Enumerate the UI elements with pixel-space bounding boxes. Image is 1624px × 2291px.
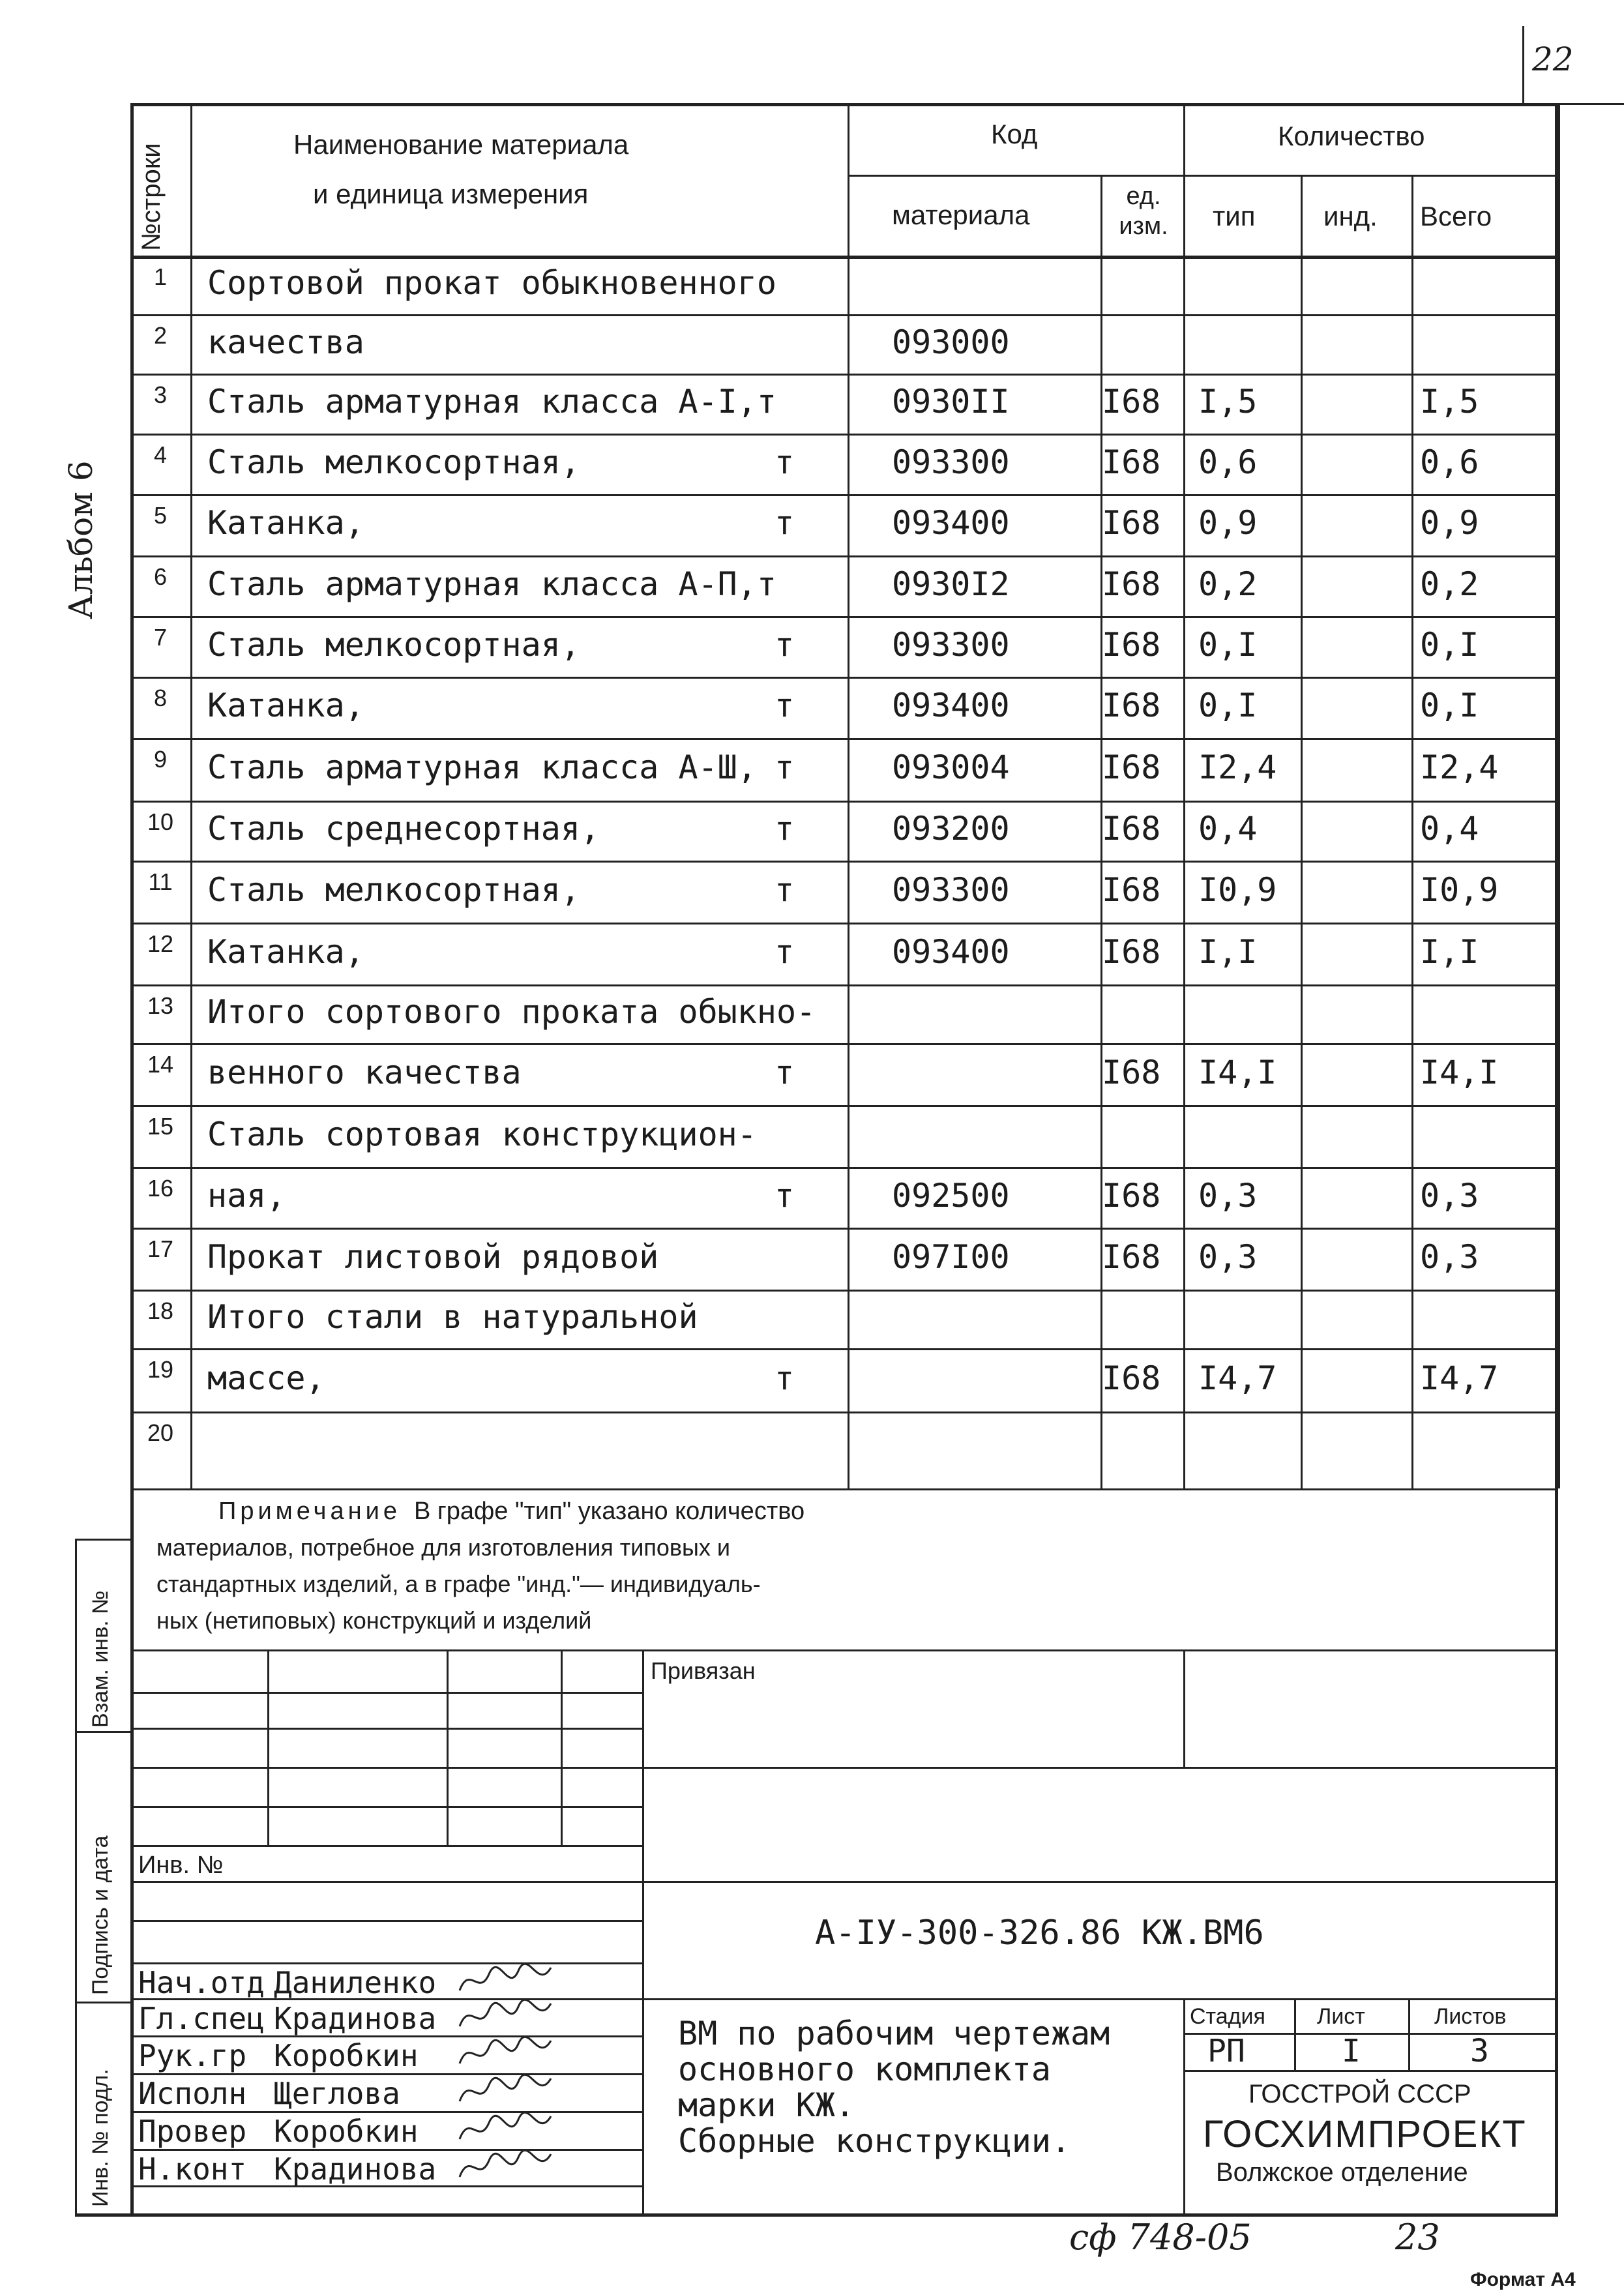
row-code: 092500 xyxy=(892,1176,1010,1215)
row-ed: I68 xyxy=(1102,1359,1161,1397)
frame-left xyxy=(130,103,134,2215)
footer-format: Формат А4 xyxy=(1470,2269,1576,2290)
row-code: 093300 xyxy=(892,625,1010,664)
row-code: 0930I2 xyxy=(892,565,1010,603)
stamp-stage-v2 xyxy=(1408,1998,1410,2070)
col-line-type xyxy=(1301,176,1303,1488)
row-total: 0,3 xyxy=(1420,1176,1479,1215)
table-row-line xyxy=(130,1290,1558,1292)
header-code: Код xyxy=(991,119,1038,149)
row-ed: I68 xyxy=(1102,383,1161,421)
row-type: I,5 xyxy=(1198,383,1258,421)
table-row-line xyxy=(130,801,1558,803)
row-type: I,I xyxy=(1198,932,1258,971)
header-qty-type: тип xyxy=(1213,201,1256,231)
row-unit: т xyxy=(775,443,795,481)
row-ed: I68 xyxy=(1102,1237,1161,1276)
row-total: I,I xyxy=(1420,932,1479,971)
col-line-ind xyxy=(1411,176,1413,1488)
note-prefix: Примечание xyxy=(218,1498,401,1525)
signature-scribble xyxy=(456,2148,554,2187)
side-inv-podl: Инв. № подл. xyxy=(88,2069,113,2207)
table-row-line xyxy=(130,494,1558,496)
row-number: 16 xyxy=(147,1175,174,1202)
row-total: 0,I xyxy=(1420,687,1479,724)
page-num-box-left xyxy=(1522,26,1524,104)
table-row-line xyxy=(130,738,1558,740)
stamp-inv-no: Инв. № xyxy=(138,1852,224,1879)
row-number: 13 xyxy=(147,992,174,1019)
stamp-stage-label: Стадия xyxy=(1190,2004,1265,2029)
signature-scribble xyxy=(456,2110,554,2149)
row-total: I,5 xyxy=(1420,383,1479,421)
row-total: 0,6 xyxy=(1420,443,1479,481)
header-bottom-line xyxy=(130,256,1558,259)
row-number: 5 xyxy=(153,502,168,529)
stamp-h3 xyxy=(130,1767,1558,1769)
row-name: массе, xyxy=(207,1359,325,1397)
stamp-stage-h2 xyxy=(1183,2070,1558,2072)
signer-role: Провер xyxy=(138,2114,247,2149)
signer-name: Коробкин xyxy=(274,2038,419,2073)
stamp-h8 xyxy=(130,1962,642,1964)
note-line4: ных (нетиповых) конструкций и изделий xyxy=(156,1607,592,1634)
row-number: 18 xyxy=(147,1297,174,1324)
table-row-line xyxy=(130,861,1558,863)
row-name: Катанка, xyxy=(207,687,364,724)
signer-role: Исполн xyxy=(138,2076,247,2111)
row-code: 093004 xyxy=(892,748,1010,786)
row-code: 093300 xyxy=(892,870,1010,909)
row-unit: т xyxy=(775,504,795,542)
album-label: Альбом 6 xyxy=(62,460,100,619)
row-number: 4 xyxy=(153,441,168,468)
row-number: 6 xyxy=(153,563,168,590)
stamp-h13 xyxy=(130,2149,642,2151)
row-type: 0,3 xyxy=(1198,1237,1258,1276)
footer-handwritten-num: 23 xyxy=(1395,2217,1440,2258)
row-number: 11 xyxy=(148,868,173,895)
row-name: ная, xyxy=(207,1176,286,1215)
header-code-unit: ед. изм. xyxy=(1119,183,1168,240)
stamp-col3 xyxy=(561,1649,563,1845)
stamp-stage-v1 xyxy=(1294,1998,1296,2070)
side-strip-h2 xyxy=(75,2002,130,2003)
stamp-title-line4: Сборные конструкции. xyxy=(678,2122,1071,2160)
row-ed: I68 xyxy=(1102,1176,1161,1215)
row-number: 2 xyxy=(153,322,168,349)
row-name: Сталь сортовая конструкцион- xyxy=(207,1115,757,1153)
row-total: 0,I xyxy=(1420,625,1479,664)
header-qty-total: Всего xyxy=(1420,201,1492,231)
side-strip-line xyxy=(75,1539,77,2217)
row-ed: I68 xyxy=(1102,565,1161,603)
row-ed: I68 xyxy=(1102,443,1161,481)
row-number: 1 xyxy=(153,263,168,290)
row-ed: I68 xyxy=(1102,1053,1161,1091)
page-number: 22 xyxy=(1532,40,1574,78)
stamp-h6 xyxy=(130,1881,1558,1883)
stamp-privyazan: Привязан xyxy=(651,1657,756,1684)
row-type: I2,4 xyxy=(1198,748,1277,786)
row-name: Сортовой прокат обыкновенного xyxy=(207,264,776,302)
row-ed: I68 xyxy=(1102,870,1161,909)
row-ed: I68 xyxy=(1102,504,1161,542)
row-type: 0,I xyxy=(1198,687,1258,724)
stamp-sheets-label: Листов xyxy=(1434,2004,1507,2029)
stamp-col5 xyxy=(1183,1649,1185,1767)
signer-name: Коробкин xyxy=(274,2114,419,2149)
row-number: 17 xyxy=(147,1235,174,1262)
table-row-line xyxy=(130,555,1558,557)
table-row-line xyxy=(130,923,1558,924)
stamp-top xyxy=(130,1649,1558,1651)
row-name: Сталь арматурная класса А-Ш, xyxy=(207,748,757,786)
stamp-sheet-value: I xyxy=(1342,2033,1361,2069)
signature-scribble xyxy=(456,1997,554,2036)
row-number: 10 xyxy=(147,808,174,835)
row-code: 093200 xyxy=(892,810,1010,848)
table-row-line xyxy=(130,616,1558,618)
header-quantity: Количество xyxy=(1278,121,1425,151)
row-number: 9 xyxy=(153,746,168,773)
row-type: 0,3 xyxy=(1198,1176,1258,1215)
row-ed: I68 xyxy=(1102,625,1161,664)
table-row-line xyxy=(130,314,1558,316)
row-name: Сталь арматурная класса А-П,т xyxy=(207,565,776,603)
row-total: 0,3 xyxy=(1420,1237,1479,1276)
row-name: Итого сортового проката обыкно- xyxy=(207,993,816,1031)
row-type: I0,9 xyxy=(1198,870,1277,909)
row-name: Сталь мелкосортная, xyxy=(207,443,580,481)
signer-role: Рук.гр xyxy=(138,2038,247,2073)
table-row-line xyxy=(130,374,1558,376)
row-total: 0,9 xyxy=(1420,504,1479,542)
row-type: 0,I xyxy=(1198,625,1258,664)
row-type: 0,9 xyxy=(1198,504,1258,542)
row-type: 0,2 xyxy=(1198,565,1258,603)
table-row-line xyxy=(130,677,1558,679)
row-name: Сталь мелкосортная, xyxy=(207,870,580,909)
row-code: 093300 xyxy=(892,443,1010,481)
stamp-stage-value: РП xyxy=(1207,2033,1245,2069)
row-type: 0,4 xyxy=(1198,810,1258,848)
stamp-col2 xyxy=(447,1649,449,1845)
side-podpis: Подпись и дата xyxy=(88,1835,113,1995)
stamp-title-line3: марки КЖ. xyxy=(678,2086,855,2124)
table-row-line xyxy=(130,434,1558,436)
row-code: 093400 xyxy=(892,932,1010,971)
row-total: I4,I xyxy=(1420,1053,1499,1091)
col-line-name xyxy=(848,103,849,1488)
table-row-line xyxy=(130,1043,1558,1045)
header-qty-ind: инд. xyxy=(1323,201,1378,231)
stamp-col1 xyxy=(267,1649,269,1845)
stamp-sheets-value: 3 xyxy=(1470,2033,1489,2069)
signature-scribble xyxy=(456,2034,554,2073)
side-vzam: Взам. инв. № xyxy=(88,1590,113,1728)
signer-name: Крадинова xyxy=(274,2151,437,2187)
stamp-h1 xyxy=(130,1692,642,1694)
row-ed: I68 xyxy=(1102,748,1161,786)
table-row-line xyxy=(130,1412,1558,1413)
row-name: Сталь арматурная класса А-I,т xyxy=(207,383,776,421)
row-unit: т xyxy=(775,748,795,786)
header-name-line1: Наименование материала xyxy=(293,129,629,160)
stamp-h2 xyxy=(130,1728,642,1730)
table-row-line xyxy=(130,1167,1558,1169)
stamp-title-line1: ВМ по рабочим чертежам xyxy=(678,2015,1110,2052)
row-unit: т xyxy=(775,1176,795,1215)
row-total: I4,7 xyxy=(1420,1359,1499,1397)
stamp-col4 xyxy=(642,1649,644,2217)
stamp-h7 xyxy=(130,1920,642,1922)
row-total: I0,9 xyxy=(1420,870,1499,909)
row-code: 093000 xyxy=(892,323,1010,361)
row-unit: т xyxy=(775,932,795,971)
side-strip-top xyxy=(75,1539,130,1541)
row-name: Итого стали в натуральной xyxy=(207,1298,698,1336)
signer-name: Щеглова xyxy=(274,2076,400,2111)
row-number: 8 xyxy=(153,685,168,711)
row-code: 093400 xyxy=(892,687,1010,724)
stamp-col6 xyxy=(1183,1998,1185,2213)
table-row-line xyxy=(130,984,1558,986)
note-line2: материалов, потребное для изготовления типовых и xyxy=(156,1534,731,1561)
stamp-org1: ГОССТРОЙ СССР xyxy=(1248,2080,1471,2108)
col-line-total xyxy=(1558,103,1560,1488)
frame-bottom xyxy=(75,2213,1558,2217)
row-number: 7 xyxy=(153,624,168,651)
signature-scribble xyxy=(456,1961,554,2000)
row-name: Сталь среднесортная, xyxy=(207,810,600,848)
row-number: 15 xyxy=(147,1113,174,1140)
side-strip-h1 xyxy=(75,1731,130,1733)
table-row-line xyxy=(130,1228,1558,1230)
row-code: 097I00 xyxy=(892,1237,1010,1276)
row-ed: I68 xyxy=(1102,687,1161,724)
row-total: 0,4 xyxy=(1420,810,1479,848)
row-ed: I68 xyxy=(1102,810,1161,848)
signature-scribble xyxy=(456,2072,554,2111)
header-mid-line xyxy=(848,175,1558,177)
signer-name: Даниленко xyxy=(274,1965,437,2000)
row-name: качества xyxy=(207,323,364,361)
row-number: 3 xyxy=(153,381,168,408)
stamp-h11 xyxy=(130,2073,642,2075)
row-unit: т xyxy=(775,1359,795,1397)
signer-role: Гл.спец xyxy=(138,2001,265,2036)
row-name: Катанка, xyxy=(207,932,364,971)
row-unit: т xyxy=(775,625,795,664)
row-number: 20 xyxy=(147,1419,174,1446)
row-type: I4,I xyxy=(1198,1053,1277,1091)
frame-top xyxy=(130,103,1558,106)
note-line1: В графе "тип" указано количество xyxy=(414,1498,805,1525)
header-name-line2: и единица измерения xyxy=(313,179,589,209)
stamp-doc-code: А-IУ-300-326.86 КЖ.ВМ6 xyxy=(815,1914,1264,1953)
row-name: Прокат листовой рядовой xyxy=(207,1237,659,1276)
row-code: 093400 xyxy=(892,504,1010,542)
header-code-material: материала xyxy=(892,200,1030,230)
row-total: I2,4 xyxy=(1420,748,1499,786)
row-number: 12 xyxy=(147,930,174,957)
note-line3: стандартных изделий, а в графе "инд."— индивидуаль- xyxy=(156,1571,761,1597)
col-line-num xyxy=(190,103,192,1488)
row-unit: т xyxy=(775,687,795,724)
row-number: 19 xyxy=(147,1356,174,1383)
table-row-line xyxy=(130,1488,1558,1490)
row-type: I4,7 xyxy=(1198,1359,1277,1397)
header-row-no: №строки xyxy=(137,143,166,251)
row-name: Катанка, xyxy=(207,504,364,542)
row-type: 0,6 xyxy=(1198,443,1258,481)
stamp-h4 xyxy=(130,1806,642,1808)
row-unit: т xyxy=(775,870,795,909)
footer-handwritten: сф 748-05 xyxy=(1069,2217,1252,2258)
signer-role: Нач.отд xyxy=(138,1965,265,2000)
signer-role: Н.конт xyxy=(138,2151,247,2187)
table-row-line xyxy=(130,1105,1558,1107)
row-number: 14 xyxy=(147,1051,174,1078)
stamp-org2: ГОСХИМПРОЕКТ xyxy=(1203,2113,1527,2155)
col-line-ed xyxy=(1183,103,1185,1488)
stamp-h5 xyxy=(130,1845,642,1847)
table-row-line xyxy=(130,1348,1558,1350)
row-name: Сталь мелкосортная, xyxy=(207,625,580,664)
row-code: 0930II xyxy=(892,383,1010,421)
signer-name: Крадинова xyxy=(274,2001,437,2036)
stamp-sheet-label: Лист xyxy=(1317,2004,1365,2029)
row-ed: I68 xyxy=(1102,932,1161,971)
row-total: 0,2 xyxy=(1420,565,1479,603)
row-unit: т xyxy=(775,1053,795,1091)
stamp-h12 xyxy=(130,2111,642,2113)
stamp-title-line2: основного комплекта xyxy=(678,2050,1051,2088)
row-unit: т xyxy=(775,810,795,848)
row-name: венного качества xyxy=(207,1053,522,1091)
stamp-org3: Волжское отделение xyxy=(1216,2158,1468,2187)
